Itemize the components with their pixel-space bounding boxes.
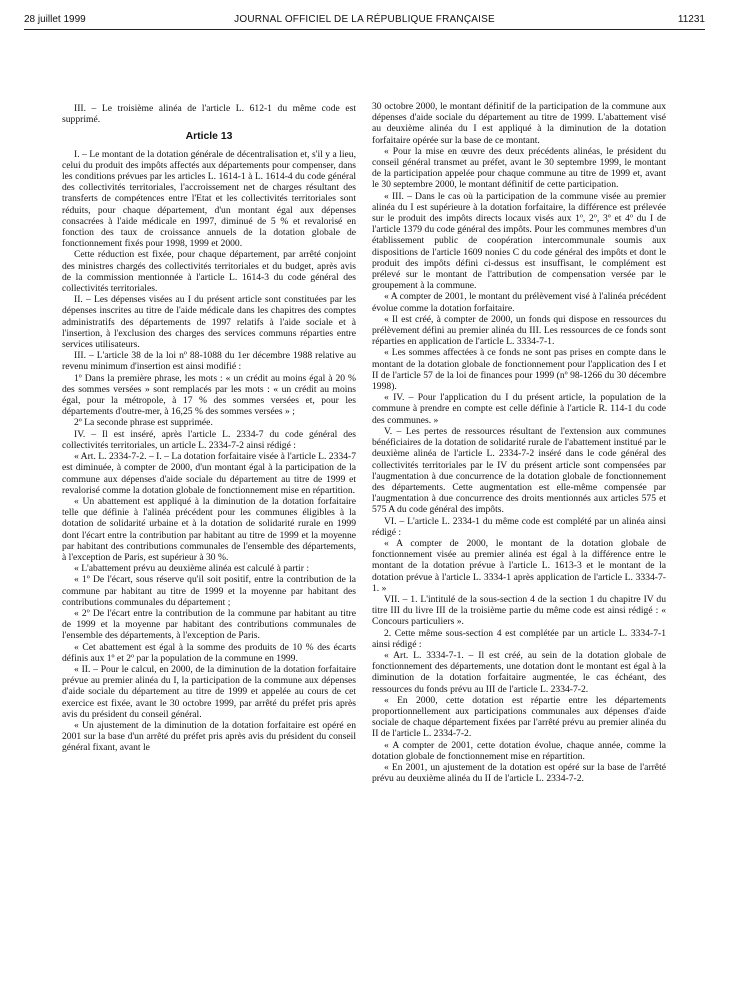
paragraph: « Un ajustement de la diminution de la dotation forfaitaire est opéré en 2001 sur la base d'un arrêté du préfet pris après avis du président du conseil général fixant, avant le (62, 719, 356, 754)
paragraph: IV. – Il est inséré, après l'article L. 2334-7 du code général des collectivités territoriales, un article L. 2334-7-2 ainsi rédigé : (62, 428, 356, 451)
paragraph: « III. – Dans le cas où la participation de la commune visée au premier alinéa du I est supérieure à la dotation forfaitaire, la différence est prélevée sur le produit des impôts directs locaux visés aux 1º, 2º, 3º et 4º du I de l'article 1379 du code général des impôts. Pour les communes membres d'un établissement public de coopération intercommunale soumis aux dispositions de l'article 1609 nonies C du code général des impôts et dont le produit des impôts défini ci-dessus est insuffisant, le complément est prélevé sur le montant de l'attribution de compensation versée par le groupement à la commune. (372, 190, 666, 292)
paragraph: II. – Les dépenses visées au I du présent article sont constituées par les dépenses inscrites au titre de l'aide médicale dans les chapitres des comptes administratifs des départements de 1997 relatifs à l'aide sociale et à l'insertion, à l'exclusion des charges des services communs réparties entre services utilisateurs. (62, 294, 356, 351)
paragraph: 30 octobre 2000, le montant définitif de la participation de la commune aux dépenses d'aide sociale du département au titre de 1999. L'abattement visé au deuxième alinéa du I est appliqué à la diminution de la dotation forfaitaire opérée sur la base de ce montant. (372, 101, 666, 146)
page-header (24, 14, 705, 36)
paragraph: « Art. L. 3334-7-1. – Il est créé, au sein de la dotation globale de fonctionnement des départements, une dotation dont le montant est égal à la diminution de la dotation forfaitaire augmentée, le cas échéant, des ressources du fonds prévu au III de l'article L. 2334-7-2. (372, 649, 666, 695)
paragraph: V. – Les pertes de ressources résultant de l'extension aux communes bénéficiaires de la dotation de solidarité rurale de l'abattement institué par le deuxième alinéa de l'article L. 2334-7-2 inséré dans le code général des collectivités territoriales par le IV du présent article sont compensées par l'augmentation à due concurrence de la dotation globale de fonctionnement des départements. Cette augmentation est elle-même compensée par l'augmentation à due concurrence des droits mentionnés aux articles 575 et 575 A du code général des impôts. (372, 425, 666, 516)
paragraph: « A compter de 2001, le montant du prélèvement visé à l'alinéa précédent évolue comme la dotation forfaitaire. (372, 291, 666, 314)
paragraph: 2. Cette même sous-section 4 est complétée par un article L. 3334-7-1 ainsi rédigé : (372, 627, 666, 650)
paragraph: « A compter de 2001, cette dotation évolue, chaque année, comme la dotation globale de fonctionnement mise en répartition. (372, 739, 666, 762)
paragraph: « En 2001, un ajustement de la dotation est opéré sur la base de l'arrêté prévu au deuxième alinéa du II de l'article L. 2334-7-2. (372, 761, 666, 785)
paragraph: « A compter de 2000, le montant de la dotation globale de fonctionnement visée au premier alinéa est égal à la différence entre le montant de la dotation prévue à l'article L. 1613-3 et le montant de la dotation prévue à l'article L. 3334-1 après application de l'article L. 3334-7-1. » (372, 537, 666, 594)
left-column (62, 103, 356, 754)
paragraph: 2º La seconde phrase est supprimée. (74, 417, 213, 429)
paragraph: « Il est créé, à compter de 2000, un fonds qui dispose en ressources du prélèvement défini au premier alinéa du III. Les ressources de ce fonds sont réparties en application de l'article L. 3334-7-1. (372, 313, 666, 348)
paragraph: « Un abattement est appliqué à la diminution de la dotation forfaitaire telle que définie à l'alinéa précédent pour les communes éligibles à la dotation de solidarité urbaine et à la dotation de solidarité rurale en 1999 dont l'écart entre la contribution par habitant au titre de 1999 et la moyenne par habitant des contributions communales de l'ensemble des départements, à l'exception de Paris, est supérieur à 30 %. (62, 495, 356, 563)
paragraph: Cette réduction est fixée, pour chaque département, par arrêté conjoint des ministres chargés des collectivités territoriales et du budget, après avis de la commission mentionnée à l'article L. 1614-3 du code général des collectivités territoriales. (62, 249, 356, 295)
paragraph: 1º Dans la première phrase, les mots : « un crédit au moins égal à 20 % des sommes versées » sont remplacés par les mots : « un crédit au moins égal, pour la métropole, à 17 % des sommes versées et, pour les départements d'outre-mer, à 16,25 % des sommes versées » ; (62, 372, 356, 418)
article-heading: Article 13 (185, 131, 233, 143)
paragraph: « Art. L. 2334-7-2. – I. – La dotation forfaitaire visée à l'article L. 2334-7 est diminuée, à compter de 2000, d'un montant égal à la participation de la commune aux dépenses d'aide sociale du département au titre de 1999 et revalorisé comme la dotation globale de fonctionnement mise en répartition. (62, 451, 356, 496)
issue-date: 28 juillet 1999 (24, 14, 86, 25)
paragraph: « 1º De l'écart, sous réserve qu'il soit positif, entre la contribution de la commune par habitant au titre de 1999 et la moyenne par habitant des contributions communales du département ; (62, 574, 356, 608)
header-rule (24, 29, 705, 30)
paragraph: III. – L'article 38 de la loi nº 88-1088 du 1er décembre 1988 relative au revenu minimum d'insertion est ainsi modifié : (62, 350, 356, 373)
paragraph: VI. – L'article L. 2334-1 du même code est complété par un alinéa ainsi rédigé : (372, 515, 666, 538)
paragraph: « En 2000, cette dotation est répartie entre les départements proportionnellement aux participations communales aux dépenses d'aide sociale de chaque département fixées par l'arrêté prévu au premier alinéa du II de l'article L. 2334-7-2. (372, 694, 666, 740)
page-number: 11231 (677, 14, 705, 25)
journal-title: JOURNAL OFFICIEL DE LA RÉPUBLIQUE FRANÇAISE (234, 14, 495, 25)
paragraph: « 2º De l'écart entre la contribution de la commune par habitant au titre de 1999 et la moyenne par habitant des contributions communales de l'ensemble des départements, à l'exception de Paris. (62, 607, 356, 642)
paragraph: I. – Le montant de la dotation générale de décentralisation et, s'il y a lieu, celui du produit des impôts affectés aux départements pour compenser, dans les conditions prévues par les articles L. 1614-1 à L. 1614-4 du code général des collectivités territoriales, l'accroissement net de charges résultant des transferts de compétences entre l'Etat et les collectivités territoriales sont réduits, pour chaque département, d'un montant égal aux dépenses consacrées à l'aide médicale en 1997, diminué de 5 % et revalorisé en fonction des taux de croissance annuels de la dotation globale de fonctionnement fixés pour 1998, 1999 et 2000. (62, 148, 356, 250)
paragraph: « Pour la mise en œuvre des deux précédents alinéas, le président du conseil général transmet au préfet, avant le 30 septembre 1999, le montant de la participation appelée pour chaque commune au titre de 1999 et, avant le 30 septembre 2000, le montant définitif de cette participation. (372, 145, 666, 191)
paragraph: III. – Le troisième alinéa de l'article L. 612-1 du même code est supprimé. (62, 103, 356, 126)
paragraph: « IV. – Pour l'application du I du présent article, la population de la commune à prendre en compte est celle définie à l'article R. 114-1 du code des communes. » (372, 392, 666, 426)
paragraph: « Les sommes affectées à ce fonds ne sont pas prises en compte dans le montant de la dotation globale de fonctionnement pour l'application des I et II de l'article 57 de la loi de finances pour 1999 (nº 98-1266 du 30 décembre 1998). (372, 347, 666, 393)
paragraph: « II. – Pour le calcul, en 2000, de la diminution de la dotation forfaitaire prévue au premier alinéa du I, la participation de la commune aux dépenses d'aide sociale du département au titre de 1999 et appelée au cours de cet exercice est fixée, avant le 30 octobre 1999, par arrêté du préfet pris après avis du président du conseil général. (62, 663, 356, 720)
paragraph: « L'abattement prévu au deuxième alinéa est calculé à partir : (74, 563, 310, 575)
paragraph: VII. – 1. L'intitulé de la sous-section 4 de la section 1 du chapitre IV du titre III du livre III de la troisième partie du même code est ainsi rédigé : « Concours particuliers ». (372, 593, 666, 628)
paragraph: « Cet abattement est égal à la somme des produits de 10 % des écarts définis aux 1º et 2º par la population de la commune en 1999. (62, 641, 356, 664)
right-column (372, 101, 666, 784)
